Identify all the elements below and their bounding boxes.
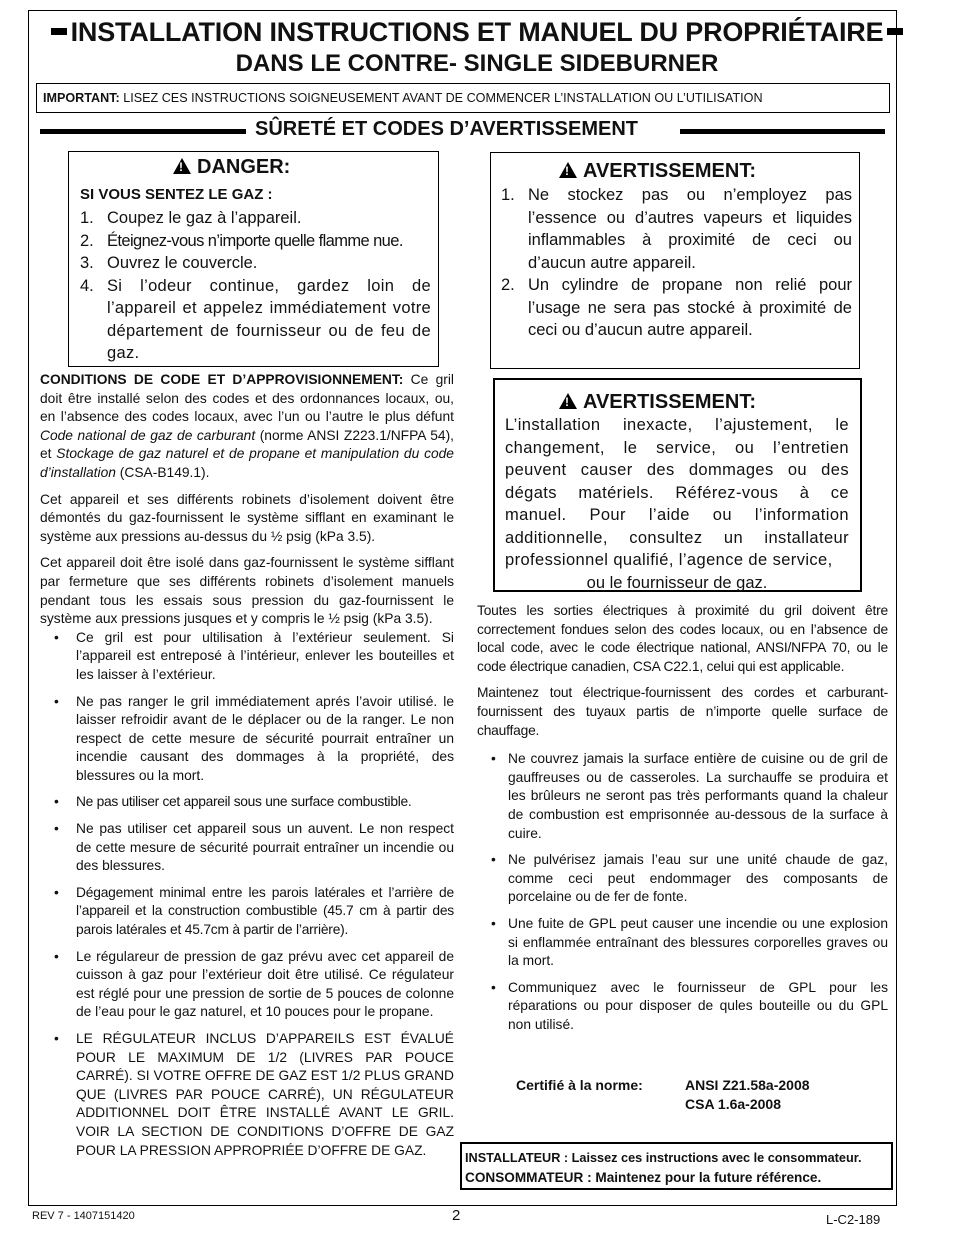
certification-label: Certifié à la norme: <box>516 1077 643 1093</box>
title-line1: INSTALLATION INSTRUCTIONS ET MANUEL DU PROPRIÉTAIRE <box>70 17 884 47</box>
warning-triangle-icon <box>173 158 191 174</box>
heading-rule-right <box>680 129 885 134</box>
installer-note <box>460 1142 893 1190</box>
consumer-line: CONSOMMATEUR : Maintenez pour la future référence. <box>465 1170 822 1185</box>
isolation-paragraph-1: Cet appareil et ses différents robinets d’isolement doivent être démontés du gaz-fournissent le système sifflant en examinant le système aux pressions au-dessus du ½ psig (kPa 3.5). <box>40 491 454 544</box>
right-column <box>477 602 888 1042</box>
title-dash-right <box>887 28 903 35</box>
list-item: • Une fuite de GPL peut causer une incendie ou une explosion si enflammée entraînant des blessures corporelles graves ou la mort. <box>477 915 888 971</box>
page-number: 2 <box>452 1207 461 1224</box>
list-item: 1. Coupez le gaz à l’appareil. <box>80 209 302 227</box>
cords-paragraph: Maintenez tout électrique-fournissent des cordes et carburant-fournissent des tuyaux partis de n’importe quelle surface de chauffage. <box>477 685 888 738</box>
title-dash-left <box>51 28 67 35</box>
warning2-title-text: AVERTISSEMENT: <box>583 391 756 413</box>
certification-standard-2: CSA 1.6a-2008 <box>685 1096 781 1112</box>
document-code: L-C2-189 <box>826 1212 881 1227</box>
list-item: 4. Si l’odeur continue, gardez loin de l’appareil et appelez immédiatement votre département de fournisseur ou de feu de gaz. <box>80 276 431 362</box>
list-item: • Ne pas utiliser cet appareil sous un auvent. Le non respect de cette mesure de sécurité pourrait entraîner un incendie ou des blessures. <box>40 820 454 876</box>
section-heading-text: SÛRETÉ ET CODES D’AVERTISSEMENT <box>255 118 639 140</box>
list-item: • LE RÉGULATEUR INCLUS D’APPAREILS EST ÉVALUÉ POUR LE MAXIMUM DE 1/2 (LIVRES PAR POUCE CARRÉ). SI VOTRE OFFRE DE GAZ EST 1/2 PLUS GRAND QUE (LIVRES PAR POUCE CARRÉ), UN RÉGULATEUR ADDITIONNEL DOIT ÊTRE INSTALLÉ AVANT LE GRIL. VOIR LA SECTION DE CONDITIONS D’OFFRE DE GAZ POUR LA PRESSION APPROPRIÉE D’OFFRE DE GAZ. <box>40 1030 454 1160</box>
list-item: • Ne couvrez jamais la surface entière de cuisine ou de gril de gauffreuses ou de casseroles. La surchauffe se produira et les brûleurs ne seront pas très performants quand la chaleur de combustion est emprisonnée au-dessous de la surface à cuire. <box>477 750 888 843</box>
left-bullet-list <box>40 629 454 1160</box>
certification-standard-1: ANSI Z21.58a-2008 <box>685 1077 810 1093</box>
list-item: • Ne pulvérisez jamais l’eau sur une unité chaude de gaz, comme ceci peut endommager des composants de porcelaine ou de fer de fonte. <box>477 851 888 907</box>
list-item: • Ce gril est pour ultilisation à l’extérieur seulement. Si l’appareil est entreposé à l’intérieur, enlever les bouteilles et les laisser à l’extérieur. <box>40 629 454 685</box>
danger-list <box>80 207 431 365</box>
list-item: 3. Ouvrez le couvercle. <box>80 254 258 272</box>
warning-triangle-icon <box>559 393 577 409</box>
warning2-text: L’installation inexacte, l’ajustement, le changement, le service, ou l’entretien peuvent causer des dommages ou des dégats matériels. Référez-vous à ce manuel. Pour l’aide ou l’information additionnelle, consultez un installateur professionnel qualifié, l’agence de service, ou le fournisseur de gaz. <box>505 416 849 592</box>
isolation-paragraph-2: Cet appareil doit être isolé dans gaz-fournissent le système sifflant par fermeture que ses différents robinets d’isolement manuels pendant tous les essais sous pression du gaz-fournissent le système aux pressions jusques et y compris le ½ psig (kPa 3.5). <box>40 555 454 627</box>
warning1-title <box>559 160 756 183</box>
revision-code: REV 7 - 1407151420 <box>32 1210 135 1222</box>
danger-title-text: DANGER: <box>197 156 291 178</box>
list-item: • Ne pas utiliser cet appareil sous une surface combustible. <box>40 793 454 812</box>
main-title <box>0 17 954 48</box>
conditions-paragraph: CONDITIONS DE CODE ET D’APPROVISIONNEMENT: Ce gril doit être installé selon des codes et des ordonnances locaux, ou, en l’absence des codes locaux, avec l’un ou l’autre le plus défunt Code national de gaz de carburant (norme ANSI Z223.1/NFPA 54), et Stockage de gaz naturel et de propane et manipulation du code d’installation (CSA-B149.1). <box>40 372 455 480</box>
list-item: • Communiquez avec le fournisseur de GPL pour les réparations ou pour disposer de qules bouteille ou du GPL non utilisé. <box>477 979 888 1035</box>
warning-triangle-icon <box>559 162 577 178</box>
electrical-paragraph: Toutes les sorties électriques à proximité du gril doivent être correctement fondues selon des codes locaux, ou en l’absence de local code, avec le code électrique national, ANSI/NFPA 70, ou le code électrique canadien, CSA C22.1, celui qui est applicable. <box>477 603 888 674</box>
important-text: LISEZ CES INSTRUCTIONS SOIGNEUSEMENT AVANT DE COMMENCER L’INSTALLATION OU L’UTILISATION <box>119 91 763 105</box>
warning1-title-text: AVERTISSEMENT: <box>583 160 756 182</box>
left-column <box>40 371 454 1168</box>
list-item: 2. Un cylindre de propane non relié pour l’usage ne sera pas stocké à proximité de ceci ou d’aucun autre appareil. <box>501 276 852 339</box>
list-item: 1. Ne stockez pas ou n’employez pas l’essence ou d’autres vapeurs et liquides inflammables à proximité de ceci ou d’aucun autre appareil. <box>501 186 852 272</box>
right-bullet-list <box>477 750 888 1034</box>
danger-title <box>173 156 290 179</box>
list-item: 2. Éteignez-vous n’importe quelle flamme nue. <box>80 231 403 250</box>
important-label: IMPORTANT: <box>43 91 120 105</box>
installer-line: INSTALLATEUR : Laissez ces instructions avec le consommateur. <box>465 1151 862 1165</box>
subtitle: DANS LE CONTRE- SINGLE SIDEBURNER <box>235 50 719 77</box>
heading-rule-left <box>40 129 246 134</box>
warning1-list <box>501 184 852 342</box>
danger-subtitle: SI VOUS SENTEZ LE GAZ : <box>80 186 273 203</box>
list-item: • Dégagement minimal entre les parois latérales et l’arrière de l’appareil et la construction combustible (45.7 cm à partir des parois latérales et 45.7cm à partir de l’arrière). <box>40 884 454 940</box>
important-notice <box>36 83 890 113</box>
section-heading <box>40 118 885 144</box>
list-item: • Ne pas ranger le gril immédiatement aprés l’avoir utilisé. le laisser refroidir avant de le déplacer ou de la ranger. Le non respect de cette mesure de sécurité pourrait entraîner un incendie causant des dommages à la propriété, des blessures ou la mort. <box>40 693 454 786</box>
list-item: • Le régulareur de pression de gaz prévu avec cet appareil de cuisson à gaz pour l’extérieur doit être utilisé. Ce régulateur est réglé pour une pression de sortie de 5 pouces de colonne de l’eau pour le gaz naturel, et 10 pouces pour le propane. <box>40 948 454 1022</box>
warning2-title <box>559 391 756 414</box>
